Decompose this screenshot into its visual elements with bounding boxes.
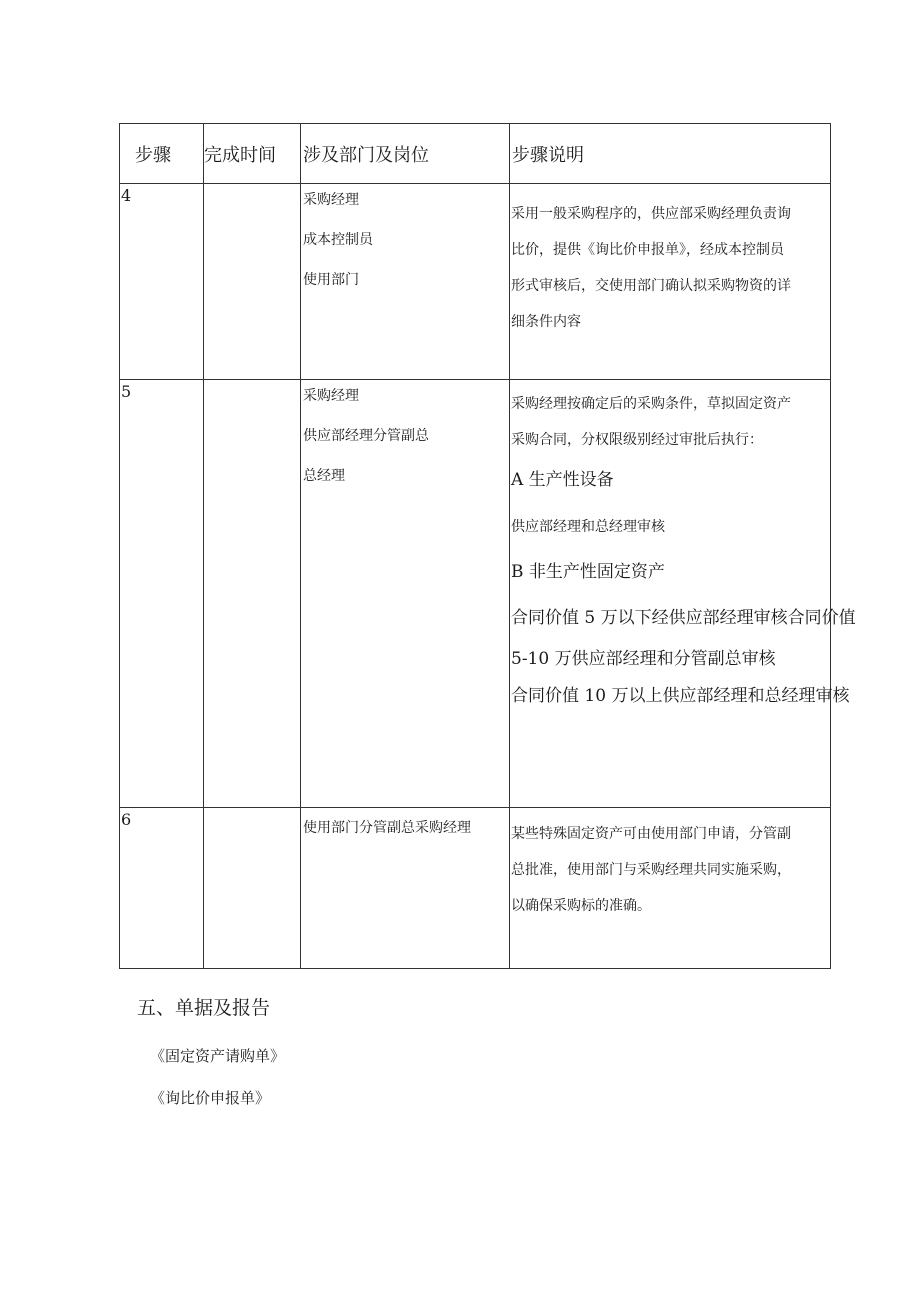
description-cell (510, 380, 856, 808)
description-line: 采购经理按确定后的采购条件，草拟固定资产 (511, 396, 791, 412)
description-line: 以确保采购标的准确。 (511, 898, 651, 914)
description-line: 5-10 万供应部经理和分管副总审核 (511, 649, 776, 669)
description-line: 供应部经理和总经理审核 (511, 519, 665, 535)
role: 采购经理 (303, 388, 359, 404)
description-line: 某些特殊固定资产可由使用部门申请，分管副 (511, 826, 791, 842)
role: 使用部门 (303, 272, 359, 288)
description-line: 比价，提供《询比价申报单》，经成本控制员 (511, 242, 784, 258)
header-departments: 涉及部门及岗位 (301, 124, 510, 184)
roles-cell (301, 380, 510, 808)
table-row (120, 380, 831, 808)
completion-time (204, 184, 301, 380)
step-number: 5 (120, 380, 204, 808)
role: 成本控制员 (303, 232, 373, 248)
step-number: 4 (120, 184, 204, 380)
role: 采购经理 (303, 192, 359, 208)
description-line: 合同价值 5 万以下经供应部经理审核合同价值 (511, 608, 856, 628)
description-line: A 生产性设备 (511, 470, 614, 490)
description-line: 采用一般采购程序的，供应部采购经理负责询 (511, 206, 791, 222)
form-name: 《固定资产请购单》 (150, 1047, 286, 1065)
procedure-table (119, 123, 856, 969)
description-line: 细条件内容 (511, 314, 581, 330)
description-cell (510, 184, 831, 380)
form-name: 《询比价申报单》 (150, 1089, 271, 1107)
header-time: 完成时间 (204, 124, 301, 184)
section-heading: 五、单据及报告 (137, 997, 271, 1019)
step-number: 6 (120, 808, 204, 969)
header-description: 步骤说明 (510, 124, 831, 184)
description-line: 采购合同，分权限级别经过审批后执行： (511, 432, 763, 448)
role: 使用部门分管副总采购经理 (303, 820, 471, 836)
table-row (120, 808, 831, 969)
description-line: 合同价值 10 万以上供应部经理和总经理审核 (511, 686, 850, 706)
role: 总经理 (303, 468, 345, 484)
description-line: B 非生产性固定资产 (511, 562, 665, 582)
table-header-row (120, 124, 831, 184)
description-line: 形式审核后，交使用部门确认拟采购物资的详 (511, 278, 791, 294)
roles-cell (301, 184, 510, 380)
role: 供应部经理分管副总 (303, 428, 429, 444)
roles-cell (301, 808, 510, 969)
description-cell (510, 808, 831, 969)
completion-time (204, 808, 301, 969)
completion-time (204, 380, 301, 808)
description-line: 总批准，使用部门与采购经理共同实施采购， (511, 862, 791, 878)
header-step: 步骤 (120, 124, 204, 184)
table-row (120, 184, 831, 380)
